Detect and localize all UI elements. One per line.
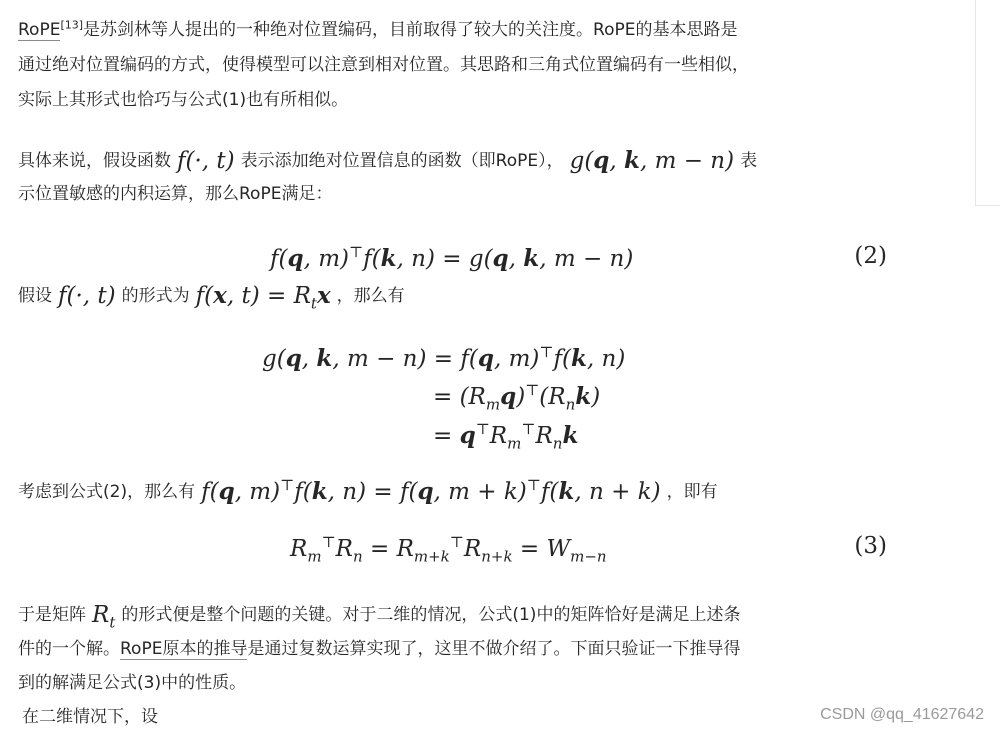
math-f-x-t: f(x, $t) = R_tx$	[195, 282, 331, 313]
math-g-q-k-mn: g(q, k, m − n)	[569, 147, 735, 174]
paragraph-3-text-a: 假设	[18, 286, 52, 306]
paragraph-5-text-d: 是通过复数运算实现了，这里不做介绍了。下面只验证一下推导得	[247, 639, 741, 659]
equation-3: $R_m^⊤R_n = R_{m+k}^⊤R_{n+k} = W_{m-n}$	[290, 533, 607, 566]
math-f-dot-t: f(·, t)	[177, 148, 235, 174]
paragraph-2-line-2: 示位置敏感的内积运算，那么RoPE满足：	[18, 184, 333, 204]
derivation-line-2: = $(R_mq)^⊤(R_nk)$	[433, 381, 601, 414]
paragraph-2-text-a: 具体来说，假设函数	[18, 151, 171, 171]
equation-3-number: (3)	[854, 533, 887, 559]
rope-link[interactable]: RoPE	[18, 20, 61, 40]
paragraph-5-text-b: 的形式便是整个问题的关键。对于二维的情况，公式(1)中的矩阵恰好是满足上述条	[121, 605, 741, 625]
math-shift-invariance: f(q, m)⊤f(k, n) = f(q, m + k)⊤f(k, n + k)	[201, 476, 661, 505]
paragraph-1-text: 是苏剑林等人提出的一种绝对位置编码，目前取得了较大的关注度。RoPE的基本思路是	[83, 20, 738, 40]
paragraph-6: 在二维情况下，设	[22, 707, 158, 727]
paragraph-5-line-2	[18, 634, 740, 665]
citation-ref[interactable]: [13]	[60, 18, 84, 32]
paragraph-3	[18, 280, 405, 320]
paragraph-5-line-1	[18, 600, 740, 639]
paragraph-1-line-3: 实际上其形式也恰巧与公式(1)也有所相似。	[18, 90, 349, 110]
sidebar-divider	[975, 0, 976, 205]
derivation-line-3: = $q^⊤R_m^⊤R_nk$	[433, 420, 579, 453]
paragraph-2-line-1	[18, 145, 757, 177]
paragraph-5-text-c: 件的一个解。	[18, 639, 120, 659]
paragraph-5-text-a: 于是矩阵	[18, 605, 86, 625]
math-rt: $R_t$	[92, 602, 116, 632]
equation-2-number: (2)	[854, 243, 887, 269]
paragraph-4-text-b: ，即有	[666, 482, 718, 502]
rope-derivation-link[interactable]: RoPE原本的推导	[120, 639, 248, 659]
paragraph-4	[18, 470, 718, 508]
paragraph-4-text-a: 考虑到公式(2)，那么有	[18, 482, 196, 502]
csdn-watermark: CSDN @qq_41627642	[820, 706, 984, 723]
paragraph-1-line-1	[18, 15, 738, 46]
sidebar-divider-bottom	[975, 205, 1000, 206]
paragraph-1-line-2: 通过绝对位置编码的方式，使得模型可以注意到相对位置。其思路和三角式位置编码有一些相似，	[18, 55, 749, 75]
derivation-line-1: g(q, k, m − n) = f(q, m)⊤f(k, n)	[262, 343, 626, 372]
paragraph-3-text-b: 的形式为	[121, 286, 190, 306]
paragraph-2-text-b: 表示添加绝对位置信息的函数（即RoPE），	[240, 151, 564, 171]
math-f-dot-t-2: f(·, t)	[58, 283, 116, 309]
paragraph-2-text-c: 表	[740, 151, 758, 171]
paragraph-3-text-c: ，那么有	[336, 286, 405, 306]
equation-2: f(q, m)⊤f(k, n) = g(q, k, m − n)	[270, 243, 634, 272]
paragraph-5-line-3: 到的解满足公式(3)中的性质。	[18, 673, 247, 693]
